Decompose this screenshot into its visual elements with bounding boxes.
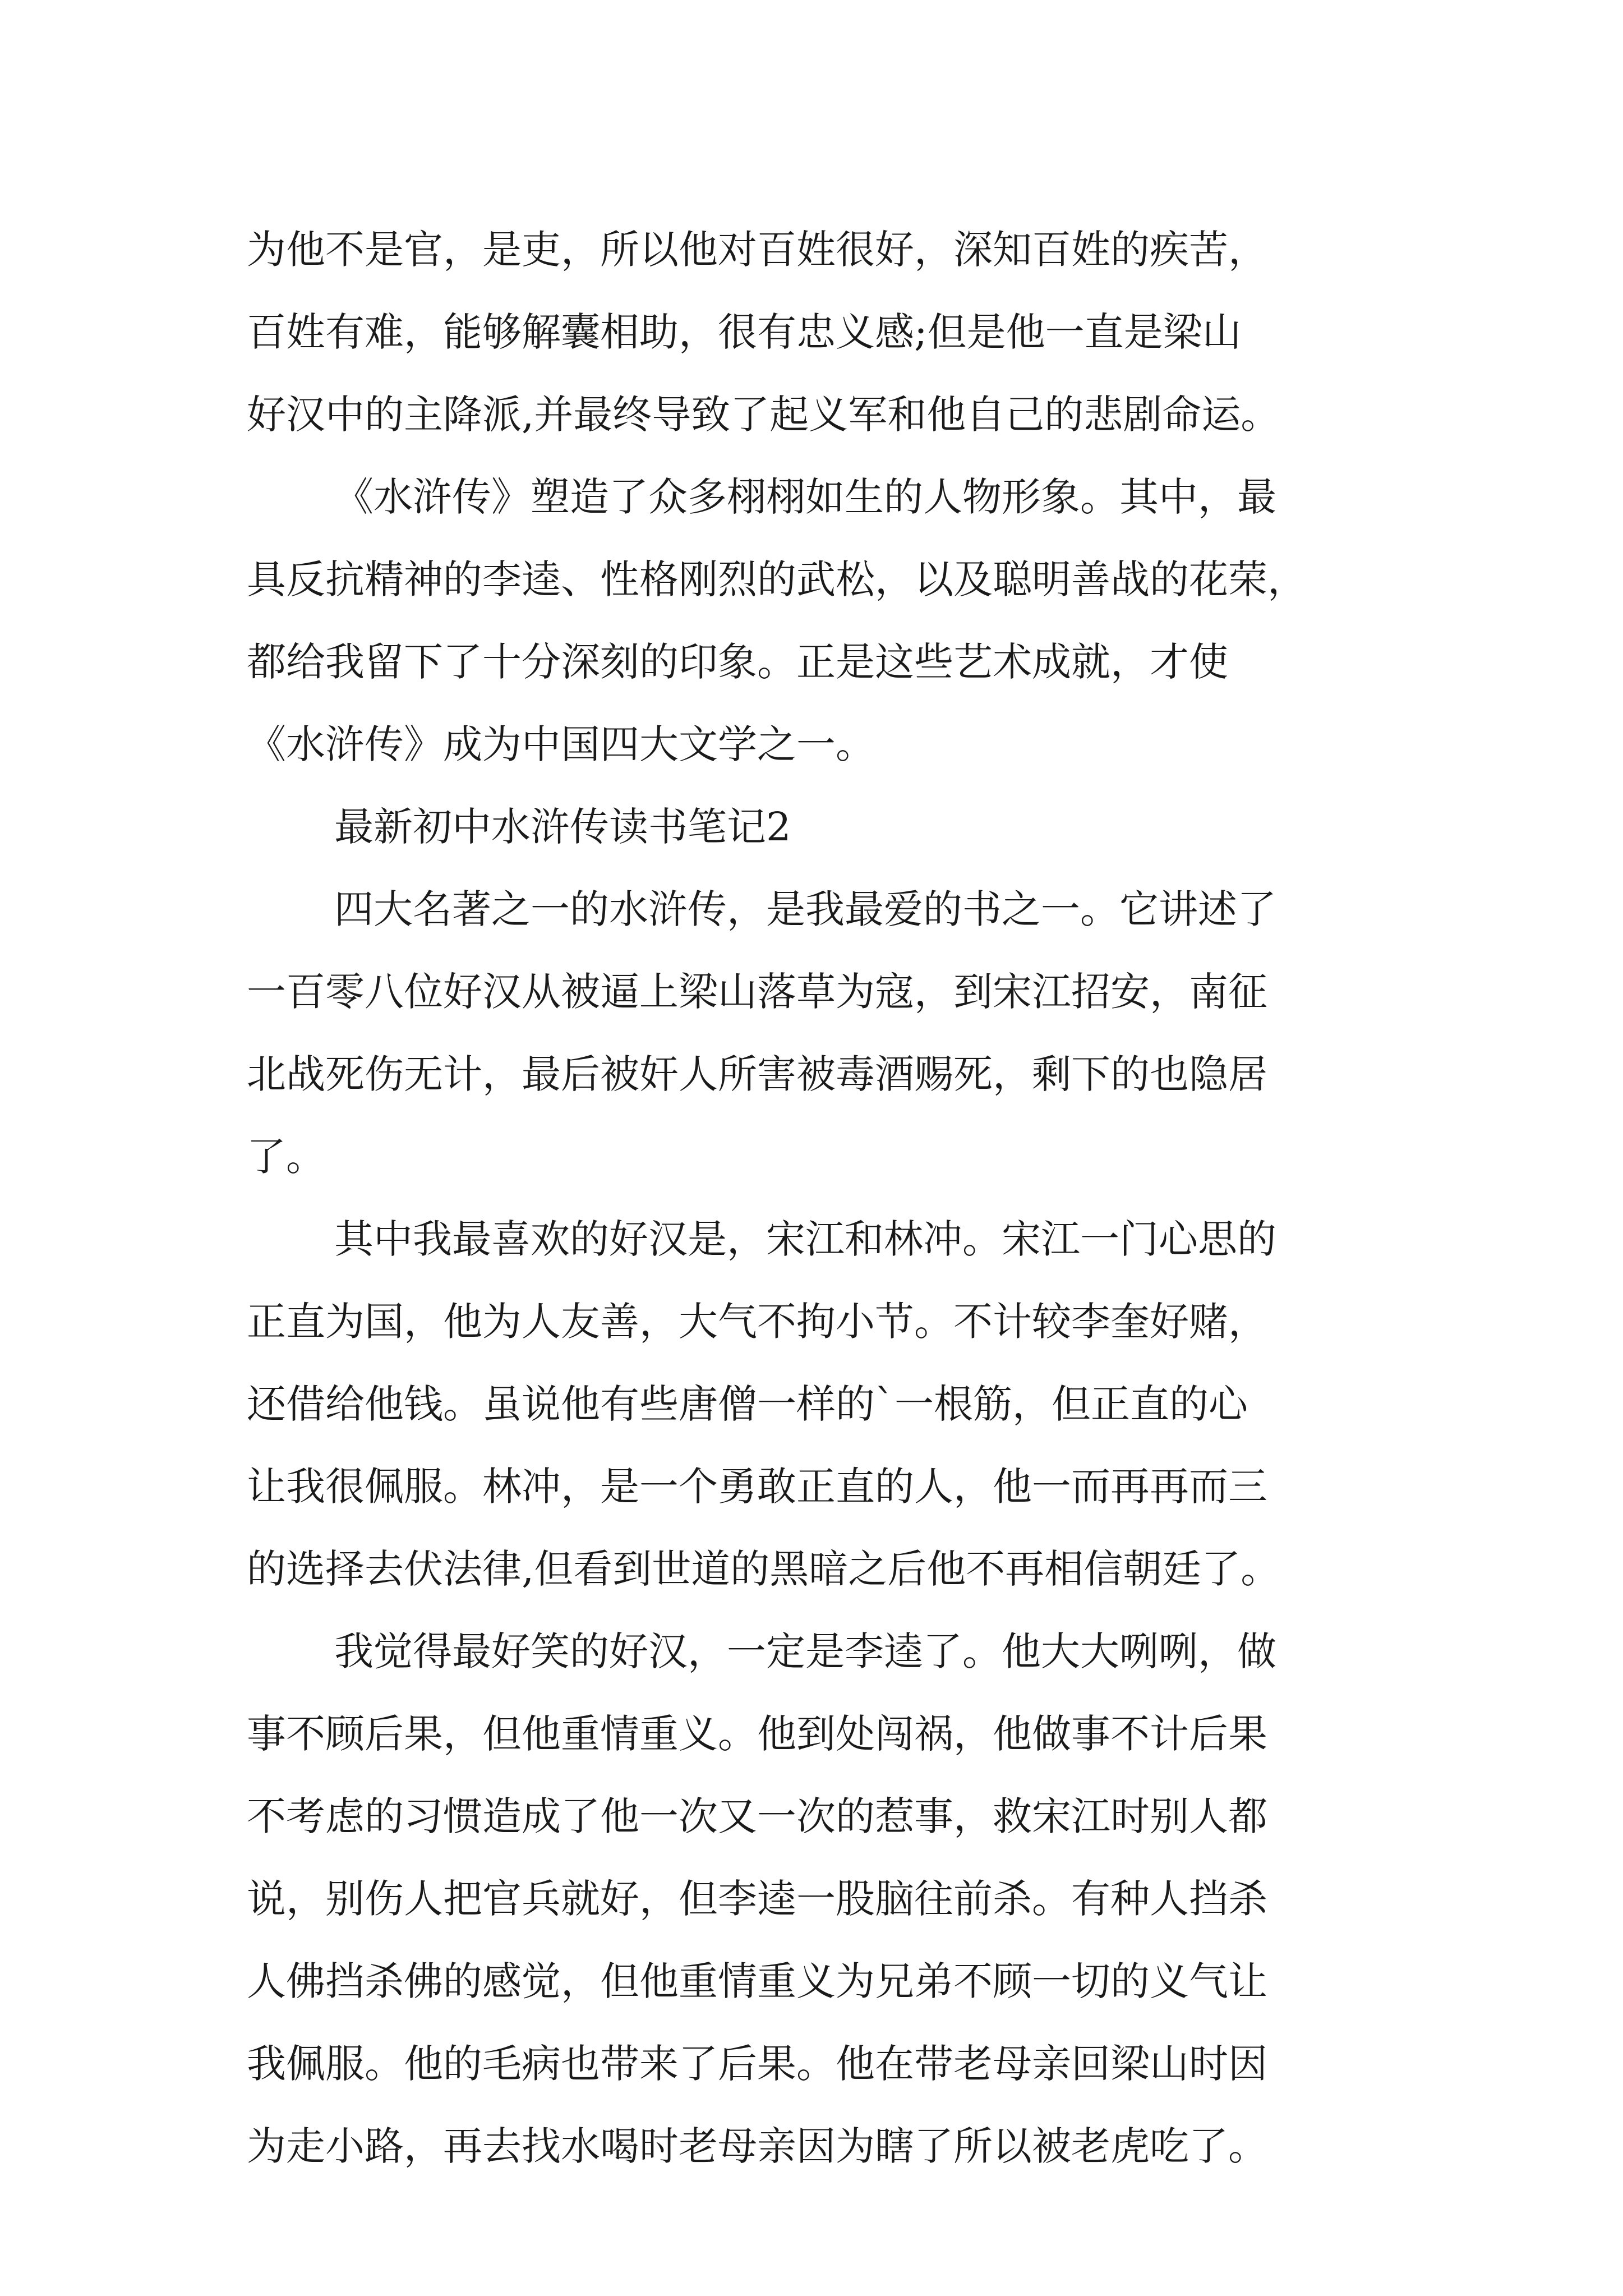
text-line: 具反抗精神的李逵、性格刚烈的武松，以及聪明善战的花荣， [247,556,1307,602]
paragraph-first-line: 其中我最喜欢的好汉是，宋江和林冲。宋江一门心思的 [334,1216,1276,1262]
text-line: 的选择去伏法律,但看到世道的黑暗之后他不再相信朝廷了。 [247,1546,1280,1592]
text-line: 不考虑的习惯造成了他一次又一次的惹事，救宋江时别人都 [247,1793,1267,1839]
text-line: 还借给他钱。虽说他有些唐僧一样的`一根筋，但正直的心 [247,1381,1248,1427]
paragraph-first-line: 《水浒传》塑造了众多栩栩如生的人物形象。其中，最 [334,474,1276,520]
text-line: 让我很佩服。林冲，是一个勇敢正直的人，他一而再再而三 [247,1464,1267,1510]
paragraph-first-line: 四大名著之一的水浒传，是我最爱的书之一。它讲述了 [334,886,1276,932]
text-line: 我佩服。他的毛病也带来了后果。他在带老母亲回梁山时因 [247,2041,1267,2087]
text-line: 一百零八位好汉从被逼上梁山落草为寇，到宋江招安，南征 [247,969,1267,1015]
text-line: 北战死伤无计，最后被奸人所害被毒酒赐死，剩下的也隐居 [247,1051,1267,1097]
text-line: 都给我留下了十分深刻的印象。正是这些艺术成就，才使 [247,639,1228,685]
text-line: 为他不是官，是吏，所以他对百姓很好，深知百姓的疾苦， [247,227,1267,273]
body-text [247,209,1430,2188]
section-heading: 最新初中水浒传读书笔记2 [334,804,791,850]
text-line: 好汉中的主降派,并最终导致了起义军和他自己的悲剧命运。 [247,392,1280,438]
text-line: 人佛挡杀佛的感觉，但他重情重义为兄弟不顾一切的义气让 [247,1958,1267,2004]
text-line: 了。 [247,1134,325,1180]
text-line: 事不顾后果，但他重情重义。他到处闯祸，他做事不计后果 [247,1711,1267,1757]
text-line: 《水浒传》成为中国四大文学之一。 [247,721,875,767]
text-line: 为走小路，再去找水喝时老母亲因为瞎了所以被老虎吃了。 [247,2123,1267,2169]
text-line: 正直为国，他为人友善，大气不拘小节。不计较李奎好赌， [247,1299,1267,1345]
paragraph-first-line: 我觉得最好笑的好汉，一定是李逵了。他大大咧咧，做 [334,1628,1276,1674]
text-line: 说，别伤人把官兵就好，但李逵一股脑往前杀。有种人挡杀 [247,1876,1267,1922]
text-line: 百姓有难，能够解囊相助，很有忠义感;但是他一直是梁山 [247,309,1242,355]
